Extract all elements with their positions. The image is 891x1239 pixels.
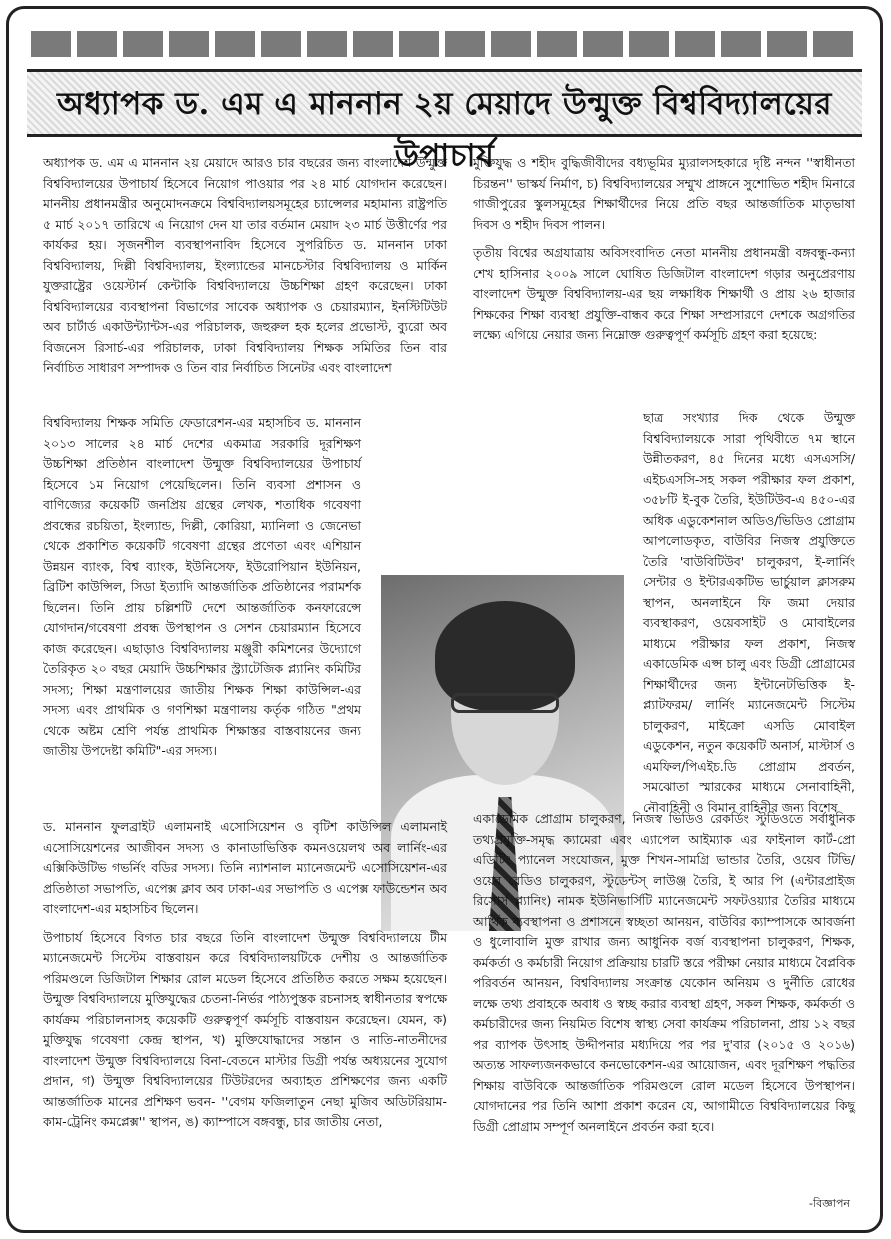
left-column-bottom — [43, 817, 447, 1141]
paragraph-right-top: মুক্তিযুদ্ধ ও শহীদ বুদ্ধিজীবীদের বধ্যভূমির ম্যুরালসহকারে দৃষ্টি নন্দন ''স্বাধীনতা চিরন্তন'' ভাস্কর্য নির্মাণ, চ) বিশ্ববিদ্যালয়ের সম্মুখ প্রাঙ্গনে সুশোভিত শহীদ মিনারে গাজীপুরের স্কুলসমূহের শিক্ষার্থীদের নিয়ে প্রতি বছর আন্তর্জাতিক মাতৃভাষা দিবস ও শহীদ দিবস পালন। — [473, 155, 855, 232]
title-band — [27, 69, 862, 174]
right-column-top — [473, 153, 855, 354]
paragraph-right-2: তৃতীয় বিশ্বের অগ্রযাত্রায় অবিসংবাদিত নেতা মাননীয় প্রধানমন্ত্রী বঙ্গবন্ধু-কন্যা শেখ হাসিনার ২০০৯ সালে ঘোষিত ডিজিটাল বাংলাদেশ গড়ার অনুপ্রেরণায় বাংলাদেশ উন্মুক্ত বিশ্ববিদ্যালয়-এর ছয় লক্ষাধিক শিক্ষার্থী ও প্রায় ২৬ হাজার শিক্ষকের শিক্ষা ব্যবস্থা প্রযুক্তি-বান্ধব করে শিক্ষা সম্প্রসারণে দেশকে অগ্রগতির লক্ষ্যে এগিয়ে নেয়ার জন্য নিম্নোক্ত গুরুত্বপূর্ণ কর্মসূচি গ্রহণ করা হয়েছে: — [473, 245, 855, 342]
paragraph-left-mid: বিশ্ববিদ্যালয় শিক্ষক সমিতি ফেডারেশন-এর মহাসচিব ড. মাননান ২০১৩ সালের ২৪ মার্চ দেশের একমাত্র সরকারি দূরশিক্ষণ উচ্চশিক্ষা প্রতিষ্ঠান বাংলাদেশ উন্মুক্ত বিশ্ববিদ্যালয়ের উপাচার্য হিসেবে ১ম নিয়োগ পেয়েছিলেন। তিনি ব্যবসা প্রশাসন ও বাণিজ্যের কয়েকটি জনপ্রিয় গ্রন্থের লেখক, শতাধিক গবেষণা প্রবন্ধের রচয়িতা, ইংল্যান্ড, দিল্লী, কোরিয়া, ম্যানিলা ও জেনেভা থেকে প্রকাশিত কয়েকটি গবেষণা গ্রন্থের প্রণেতা এবং এশিয়ান উন্নয়ন ব্যাংক, বিশ্ব ব্যাংক, ইউনিসেফ, ইউরোপিয়ান ইউনিয়ন, ব্রিটিশ কাউন্সিল, সিডা ইত্যাদি আন্তর্জাতিক প্রতিষ্ঠানের পরামর্শক ছিলেন। তিনি প্রায় চল্লিশটি দেশে আন্তর্জাতিক কনফারেন্সে যোগদান/গবেষণা প্রবন্ধ উপস্থাপন ও সেশন চেয়ারম্যান হিসেবে কাজ করেছেন। এছাড়াও বিশ্ববিদ্যালয় মঞ্জুরী কমিশনের উদ্যোগে তৈরিকৃত ২০ বছর মেয়াদি উচ্চশিক্ষার স্ট্র্যাটেজিক প্ল্যানিং কমিটির সদস্য; শিক্ষা মন্ত্রণালয়ের জাতীয় শিক্ষক শিক্ষা কাউন্সিল-এর সদস্য এবং প্রাথমিক ও গণশিক্ষা মন্ত্রণালয় কর্তৃক গঠিত "প্রথম থেকে অষ্টম শ্রেণি পর্যন্ত প্রাথমিক শিক্ষাস্তর বাস্তবায়নের জন্য জাতীয় উপদেষ্টা কমিটি"-এর সদস্য। — [43, 415, 361, 758]
paragraph-left-3: উপাচার্য হিসেবে বিগত চার বছরে তিনি বাংলাদেশ উন্মুক্ত বিশ্ববিদ্যালয়ে টীম ম্যানেজমেন্ট সিস্টেম বাস্তবায়ন করে বিশ্ববিদ্যালয়টিকে দেশীয় ও আন্তর্জাতিক পরিমণ্ডলে ডিজিটাল শিক্ষার রোল মডেল হিসেবে প্রতিষ্ঠিত করতে সক্ষম হয়েছেন। উন্মুক্ত বিশ্ববিদ্যালয়ে মুক্তিযুদ্ধের চেতনা-নির্ভর পাঠ্যপুস্তক রচনাসহ স্বাধীনতার স্বপক্ষে কার্যক্রম পরিচালনাসহ কয়েকটি গুরুত্বপূর্ণ কর্মসূচি বাস্তবায়ন করেছেন। যেমন, ক) মুক্তিযুদ্ধ গবেষণা কেন্দ্র স্থাপন, খ) মুক্তিযোদ্ধাদের সন্তান ও নাতি-নাতনীদের বাংলাদেশ উন্মুক্ত বিশ্ববিদ্যালয়ে বিনা-বেতনে মাস্টার ডিগ্রী পর্যন্ত অধ্যয়নের সুযোগ প্রদান, গ) উন্মুক্ত বিশ্ববিদ্যালয়ের টিউটরদের অব্যাহত প্রশিক্ষণের জন্য একটি আন্তর্জাতিক মানের প্রশিক্ষণ ভবন- ''বেগম ফজিলাতুন নেছা মুজিব অডিটরিয়াম-কাম-ট্রেনিং কমপ্লেক্স'' স্থাপন, ঙ) ক্যাম্পাসে বঙ্গবন্ধু, চার জাতীয় নেতা, — [43, 929, 447, 1129]
decorative-stripe — [31, 31, 858, 57]
paragraph-left-top: অধ্যাপক ড. এম এ মাননান ২য় মেয়াদে আরও চার বছরের জন্য বাংলাদেশ উন্মুক্ত বিশ্ববিদ্যালয়ের উপাচার্য হিসেবে নিয়োগ পাওয়ার পর ২৪ মার্চ যোগদান করেছেন। মাননীয় প্রধানমন্ত্রীর অনুমোদনক্রমে বিশ্ববিদ্যালয়সমূহের চ্যান্সেলর মহামান্য রাষ্ট্রপতি ৫ মার্চ ২০১৭ তারিখে এ নিয়োগ দেন যা তার বর্তমান মেয়াদ ২৩ মার্চ উত্তীর্ণের পর কার্যকর হয়। সৃজনশীল ব্যবস্থাপনাবিদ হিসেবে সুপরিচিত ড. মাননান ঢাকা বিশ্ববিদ্যালয়, দিল্লী বিশ্ববিদ্যালয়, ইংল্যান্ডের মানচেস্টার বিশ্ববিদ্যালয় ও মার্কিন যুক্তরাষ্ট্রের ওয়েস্টার্ন কেন্টাকি বিশ্ববিদ্যালয়ে উচ্চশিক্ষা গ্রহণ করেছেন। ঢাকা বিশ্ববিদ্যালয়ের ব্যবস্থাপনা বিভাগের সাবেক অধ্যাপক ও চেয়ারম্যান, ইনস্টিটিউট অব চার্টার্ড একাউন্ট্যান্টস-এর পরিচালক, জহুরুল হক হলের প্রভোস্ট, ব্যুরো অব বিজনেস রিসার্চ-এর পরিচালক, ঢাকা বিশ্ববিদ্যালয় শিক্ষক সমিতির তিন বার নির্বাচিত সাধারণ সম্পাদক ও তিন বার নির্বাচিত সিনেটর এবং বাংলাদেশ — [43, 155, 447, 375]
left-column-middle — [43, 413, 361, 770]
paragraph-right-bottom: একাডেমিক প্রোগ্রাম চালুকরণ, নিজস্ব ভিডিও রেকর্ডিং স্টুডিওতে সর্বাধুনিক তথ্যপ্রযুক্তি-সমৃদ্ধ ক্যামেরা এবং এ্যাপেল আইম্যাক এর ফাইনাল কার্ট-প্রো এডিটিং প্যানেল সংযোজন, মুক্ত শিখন-সামগ্রি ভান্ডার তৈরি, ওয়েব টিভি/ ওয়েব রেডিও চালুকরণ, স্টুডেন্টস্ লাউঞ্জ তৈরি, ই আর পি (এন্টারপ্রাইজ রিসোর্স প্ল্যানিং) নামক ইউনিভার্সিটি ম্যানেজমেন্ট সফটওয়্যার তৈরির মাধ্যমে আর্থিক ব্যবস্থাপনা ও প্রশাসনে স্বচ্ছতা আনয়ন, বাউবির ক্যাম্পাসকে আবর্জনা ও ধুলোবালি মুক্ত রাখার জন্য আধুনিক বর্জ ব্যবস্থাপনা চালুকরণ, শিক্ষক, কর্মকর্তা ও কর্মচারী নিয়োগ প্রক্রিয়ায় চারটি স্তরে পরীক্ষা নেয়ার মাধ্যমে বৈপ্লবিক পরিবর্তন আনয়ন, বিশ্ববিদ্যালয় সংক্রান্ত যেকোন অনিয়ম ও দুর্নীতি রোধের লক্ষে তথ্য প্রবাহকে অবাধ ও স্বচ্ছ করার ব্যবস্থা গ্রহণ, সকল শিক্ষক, কর্মকর্তা ও কর্মচারীদের জন্য নিয়মিত বিশেষ স্বাস্থ্য সেবা কার্যক্রম পরিচালনা, প্রায় ১২ বছর পর ব্যাপক উৎসাহ উদ্দীপনার মধ্যদিয়ে পর পর দু'বার (২০১৫ ও ২০১৬) অত্যন্ত সাফল্যজনকভাবে কনভোকেশন-এর আয়োজন, এবং দূরশিক্ষণ পদ্ধতির শিক্ষায় বাউবিকে আন্তর্জাতিক পরিমণ্ডলে রোল মডেল হিসেবে উপস্থাপন। যোগদানের পর তিনি আশা প্রকাশ করেন যে, আগামীতে বিশ্ববিদ্যালয়ের কিছু ডিগ্রী প্রোগ্রাম সম্পূর্ণ অনলাইনে প্রবর্তন করা হবে। — [473, 811, 855, 1134]
headline: অধ্যাপক ড. এম এ মাননান ২য় মেয়াদে উন্মুক্ত বিশ্ববিদ্যালয়ের উপাচার্য — [57, 86, 832, 174]
paragraph-right-mid: ছাত্র সংখ্যার দিক থেকে উন্মুক্ত বিশ্ববিদ্যালয়কে সারা পৃথিবীতে ৭ম স্থানে উন্নীতকরণ, ৪৫ দিনের মধ্যে এসএসসি/ এইচএসসি-সহ সকল পরীক্ষার ফল প্রকাশ, ৩৫৮টি ই-বুক তৈরি, ইউটিউব-এ ৪৫০-এর অধিক এডুকেশনাল অডিও/ভিডিও প্রোগ্রাম আপলোডকৃত, বাউবির নিজস্ব প্রযুক্তিতে তৈরি 'বাউবিটিউব' চালুকরণ, ই-লার্নিং সেন্টার ও ইন্টারএকটিভ ভার্চুয়াল ক্লাসরুম স্থাপন, অনলাইনে ফি জমা দেয়ার ব্যবস্থাকরণ, ওয়েবসাইট ও মোবাইলের মাধ্যমে পরীক্ষার ফল প্রকাশ, নিজস্ব একাডেমিক এপ্স চালু এবং ডিগ্রী প্রোগ্রামের শিক্ষার্থীদের জন্য ইন্টানেটভিত্তিক ই-প্ল্যাটফরম/ লার্নিং ম্যানেজমেন্ট সিস্টেম চালুকরণ, মাইক্রো এসডি মোবাইল এডুকেশন, নতুন কয়েকটি অনার্স, মাস্টার্স ও এমফিল/পিএইচ.ডি প্রোগ্রাম প্রবর্তন, সমঝোতা স্মারকের মাধ্যমে সেনাবাহিনী, নৌবাহিনী ও বিমান বাহিনীর জন্য বিশেষ — [643, 410, 855, 815]
advertisement-label: -বিজ্ঞাপন — [809, 1197, 850, 1210]
glasses-icon — [451, 693, 559, 713]
paragraph-left-2: ড. মাননান ফুলব্রাইট এলামনাই এসোসিয়েশন ও বৃটিশ কাউন্সিল এলামনাই এসোসিয়েশনের আজীবন সদস্য ও কানাডাভিত্তিক কমনওয়েলথ অব লার্নিং-এর এক্সিকিউটিভ গভর্নিং বডির সদস্য। তিনি ন্যাশনাল ম্যানেজমেন্ট এসোসিয়েশন-এর প্রতিষ্ঠাতা সভাপতি, এপেক্স ক্লাব অব ঢাকা-এর সভাপতি ও এপেক্স ফাউন্ডেশন অব বাংলাদেশ-এর মহাসচিব ছিলেন। — [43, 819, 447, 916]
right-column-middle — [643, 408, 855, 826]
right-column-bottom — [473, 809, 855, 1145]
left-column-top — [43, 153, 447, 387]
advertisement-frame — [6, 6, 883, 1233]
